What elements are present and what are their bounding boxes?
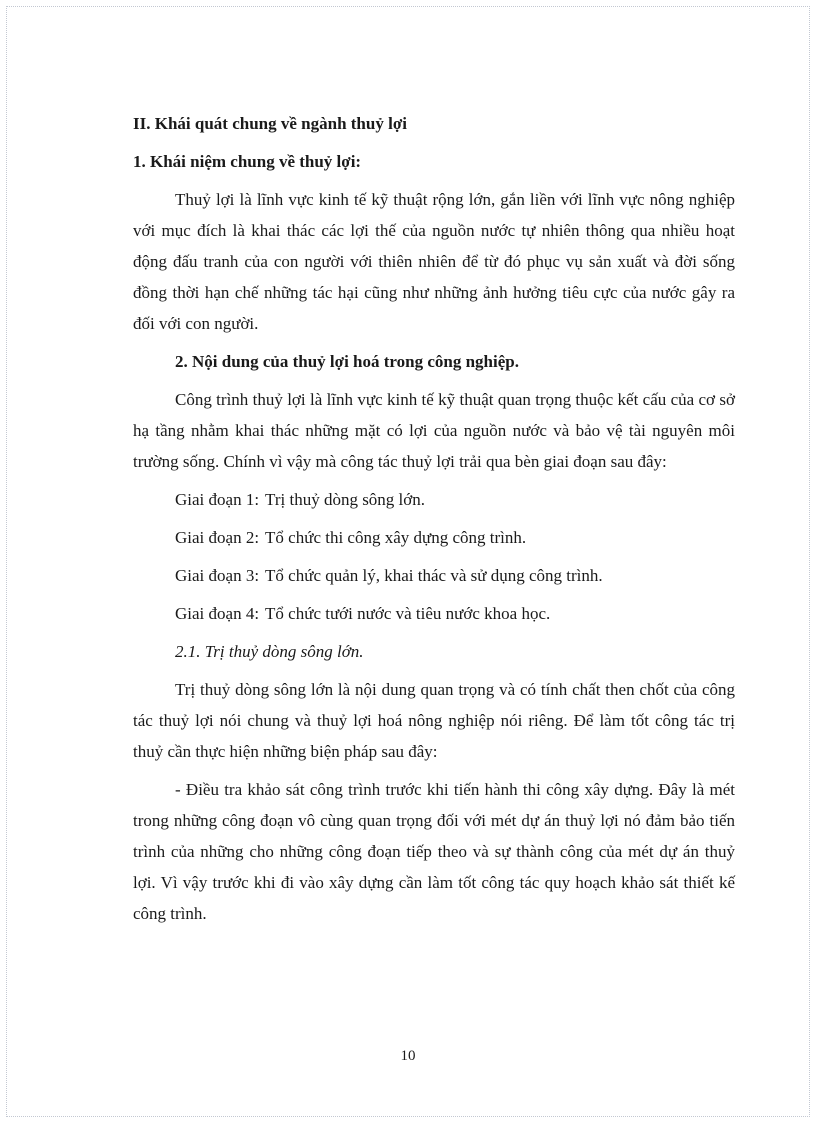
stage-4-text: Tổ chức tưới nước và tiêu nước khoa học. [265,604,551,623]
page-number: 10 [400,1048,416,1064]
heading-2-1: 2.1. Trị thuỷ dòng sông lớn. [175,642,364,661]
section-heading: II. Khái quát chung về ngành thuỷ lợi [133,114,407,133]
stage-item-2 [133,522,735,553]
stage-item-4 [133,598,735,629]
heading-1: 1. Khái niệm chung về thuỷ lợi: [133,152,362,171]
stage-2-text: Tổ chức thi công xây dựng công trình. [265,528,527,547]
stage-list [133,484,735,629]
stage-2-label: Giai đoạn 2: [175,528,260,547]
page-content [133,108,735,936]
stage-item-3 [133,560,735,591]
stage-3-text: Tổ chức quản lý, khai thác và sử dụng công trình. [265,566,603,585]
paragraph-3: Trị thuỷ dòng sông lớn là nội dung quan trọng và có tính chất then chốt của công tác thuỷ lợi nói chung và thuỷ lợi hoá nông nghiệp nói riêng. Để làm tốt công tác trị thuỷ cần thực hiện những biện pháp sau đây: [133,680,735,761]
paragraph-2: Công trình thuỷ lợi là lĩnh vực kinh tế kỹ thuật quan trọng thuộc kết cấu của cơ sở hạ tầng nhằm khai thác những mặt có lợi của nguồn nước và bảo vệ tài nguyên môi trường sống. Chính vì vậy mà công tác thuỷ lợi trải qua bèn giai đoạn sau đây: [133,390,735,471]
stage-3-label: Giai đoạn 3: [175,566,260,585]
paragraph-4: - Điều tra khảo sát công trình trước khi tiến hành thi công xây dựng. Đây là mét trong những công đoạn vô cùng quan trọng đối với mét dự án thuỷ lợi nó đảm bảo tiến trình của những cho những công đoạn tiếp theo và sự thành công của mét dự án thuỷ lợi. Vì vậy trước khi đi vào xây dựng cần làm tốt công tác quy hoạch khảo sát thiết kế công trình. [133,780,735,923]
heading-2: 2. Nội dung của thuỷ lợi hoá trong công nghiệp. [175,352,519,371]
stage-item-1 [133,484,735,515]
stage-1-text: Trị thuỷ dòng sông lớn. [265,490,426,509]
stage-1-label: Giai đoạn 1: [175,490,260,509]
paragraph-1: Thuỷ lợi là lĩnh vực kinh tế kỹ thuật rộng lớn, gắn liền với lĩnh vực nông nghiệp với mục đích là khai thác các lợi thế của nguồn nước tự nhiên thông qua nhiều hoạt động đấu tranh của con người với thiên nhiên để từ đó phục vụ sản xuất và đời sống đồng thời hạn chế những tác hại cũng như những ảnh hưởng tiêu cực của nước gây ra đối với con người. [133,190,735,333]
stage-4-label: Giai đoạn 4: [175,604,260,623]
